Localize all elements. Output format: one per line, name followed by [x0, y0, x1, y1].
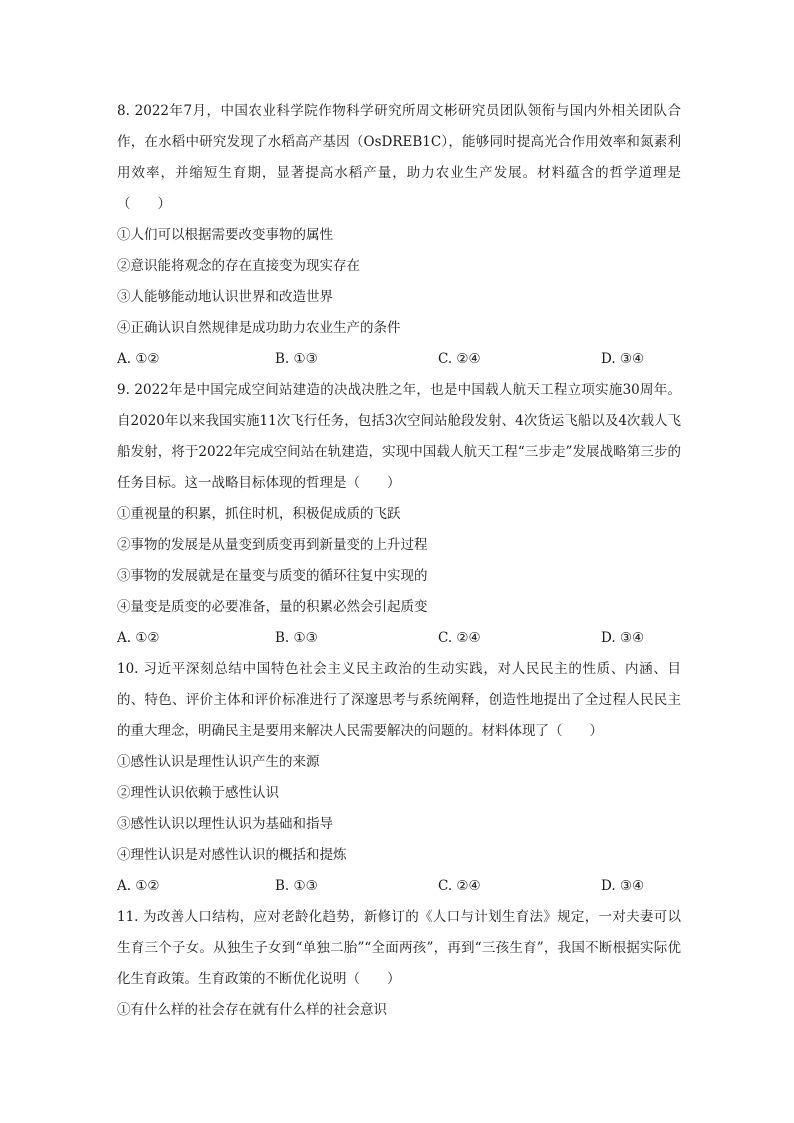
statement-1: ①人们可以根据需要改变事物的属性 — [117, 227, 333, 243]
choice-c: C. ②④ — [438, 878, 481, 894]
statement-3: ③人能够能动地认识世界和改造世界 — [117, 289, 333, 305]
choice-a: A. ①② — [117, 630, 160, 646]
statement-4: ④正确认识自然规律是成功助力农业生产的条件 — [117, 320, 401, 336]
question-list — [117, 96, 681, 1026]
answer-choices — [117, 623, 681, 654]
choice-b: B. ①③ — [275, 351, 318, 367]
statement-1: ①重视量的积累，抓住时机，积极促成质的飞跃 — [117, 506, 401, 522]
question-stem: 9. 2022年是中国完成空间站建造的决战决胜之年，也是中国载人航天工程立项实施30周年。自2020年以来我国实施11次飞行任务，包括3次空间站舱段发射、4次货运飞船以及4次载人飞船发射，将于2022年完成空间站在轨建造，实现中国载人航天工程“三步走”发展战略第三步的任务目标。这一战略目标体现的哲理是（ ） — [117, 382, 681, 491]
statement-4: ④理性认识是对感性认识的概括和提炼 — [117, 847, 347, 863]
statement-2: ②理性认识依赖于感性认识 — [117, 785, 279, 801]
statement-1: ①有什么样的社会存在就有什么样的社会意识 — [117, 1002, 387, 1018]
answer-choices — [117, 871, 681, 902]
choice-c: C. ②④ — [438, 351, 481, 367]
statement-1: ①感性认识是理性认识产生的来源 — [117, 754, 320, 770]
question-stem: 8. 2022年7月，中国农业科学院作物科学研究所周文彬研究员团队领衔与国内外相关团队合作，在水稻中研究发现了水稻高产基因（OsDREB1C），能够同时提高光合作用效率和氮素利用效率，并缩短生育期，显著提高水稻产量，助力农业生产发展。材料蕴含的哲学道理是（ ） — [117, 103, 681, 212]
choice-b: B. ①③ — [275, 878, 318, 894]
statement-3: ③感性认识以理性认识为基础和指导 — [117, 816, 333, 832]
question-stem: 10. 习近平深刻总结中国特色社会主义民主政治的生动实践，对人民民主的性质、内涵、目的、特色、评价主体和评价标准进行了深邃思考与系统阐释，创造性地提出了全过程人民民主的重大理念，明确民主是要用来解决人民需要解决的问题的。材料体现了（ ） — [117, 661, 681, 739]
choice-b: B. ①③ — [275, 630, 318, 646]
question-8 — [117, 96, 681, 375]
choice-a: A. ①② — [117, 351, 160, 367]
question-10 — [117, 654, 681, 902]
choice-a: A. ①② — [117, 878, 160, 894]
choice-d: D. ③④ — [601, 878, 645, 894]
statement-2: ②意识能将观念的存在直接变为现实存在 — [117, 258, 360, 274]
statement-3: ③事物的发展就是在量变与质变的循环往复中实现的 — [117, 568, 428, 584]
choice-c: C. ②④ — [438, 630, 481, 646]
choice-d: D. ③④ — [601, 351, 645, 367]
question-9 — [117, 375, 681, 654]
answer-choices — [117, 344, 681, 375]
statement-2: ②事物的发展是从量变到质变再到新量变的上升过程 — [117, 537, 428, 553]
choice-d: D. ③④ — [601, 630, 645, 646]
question-11 — [117, 902, 681, 1026]
statement-4: ④量变是质变的必要准备，量的积累必然会引起质变 — [117, 599, 428, 615]
question-stem: 11. 为改善人口结构，应对老龄化趋势，新修订的《人口与计划生育法》规定，一对夫妻可以生育三个子女。从独生子女到“单独二胎”“全面两孩”，再到“三孩生育”，我国不断根据实际优化生育政策。生育政策的不断优化说明（ ） — [117, 909, 681, 987]
